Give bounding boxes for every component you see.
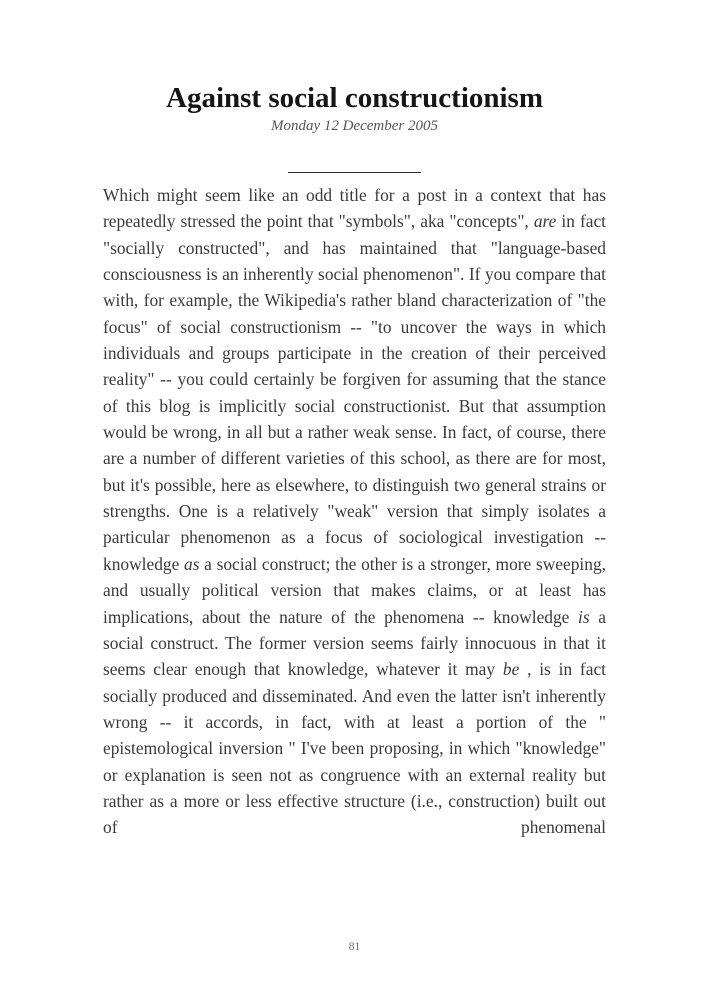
post-date: Monday 12 December 2005 <box>270 118 439 134</box>
page-title: Against social constructionism <box>166 82 543 114</box>
body-text-segment: a social construct. The former version seems fairly innocuous in that it seems clear enough that knowledge, whatever it may <box>103 606 606 680</box>
body-text-segment: in fact "socially constructed", and has maintained that "language-based consciousness is an inherently social phenomenon". If you compare that with, for example, the Wikipedia's rather bland characterization of "the focus" of social constructionism -- "to uncover the ways in which individuals and groups participate in the creation of their perceived reality" -- you could certainly be forgiven for assuming that the stance of this blog is implicitly social constructionist. But that assumption would be wrong, in all but a rather weak sense. In fact, of course, there are a number of different varieties of this school, as there are for most, but it's possible, here as elsewhere, to distinguish two general strains or strengths. One is a relatively "weak" version that simply isolates a particular phenomenon as a focus of sociological investigation -- knowledge <box>103 211 606 574</box>
body-paragraph <box>103 182 606 841</box>
divider-rule <box>288 172 421 173</box>
emphasized-text: be <box>502 659 520 680</box>
body-text-segment: a social construct; the other is a stronger, more sweeping, and usually political version that makes claims, or at least has implications, about the nature of the phenomena -- knowledge <box>103 553 606 627</box>
emphasized-text: is <box>578 606 590 627</box>
body-text-segment: , is in fact socially produced and disseminated. And even the latter isn't inherently wrong -- it accords, in fact, with at least a portion of the " epistemological inversion " I've been proposing, in which "knowledge" or explanation is seen not as congruence with an external reality but rather as a more or less effective structure (i.e., construction) built out of phenomenal <box>103 659 606 838</box>
body-text-segment: Which might seem like an odd title for a post in a context that has repeatedly stressed the point that "symbols", aka "concepts", <box>103 185 606 232</box>
emphasized-text: as <box>184 553 200 574</box>
page-number: 81 <box>348 941 361 953</box>
emphasized-text: are <box>533 211 557 232</box>
